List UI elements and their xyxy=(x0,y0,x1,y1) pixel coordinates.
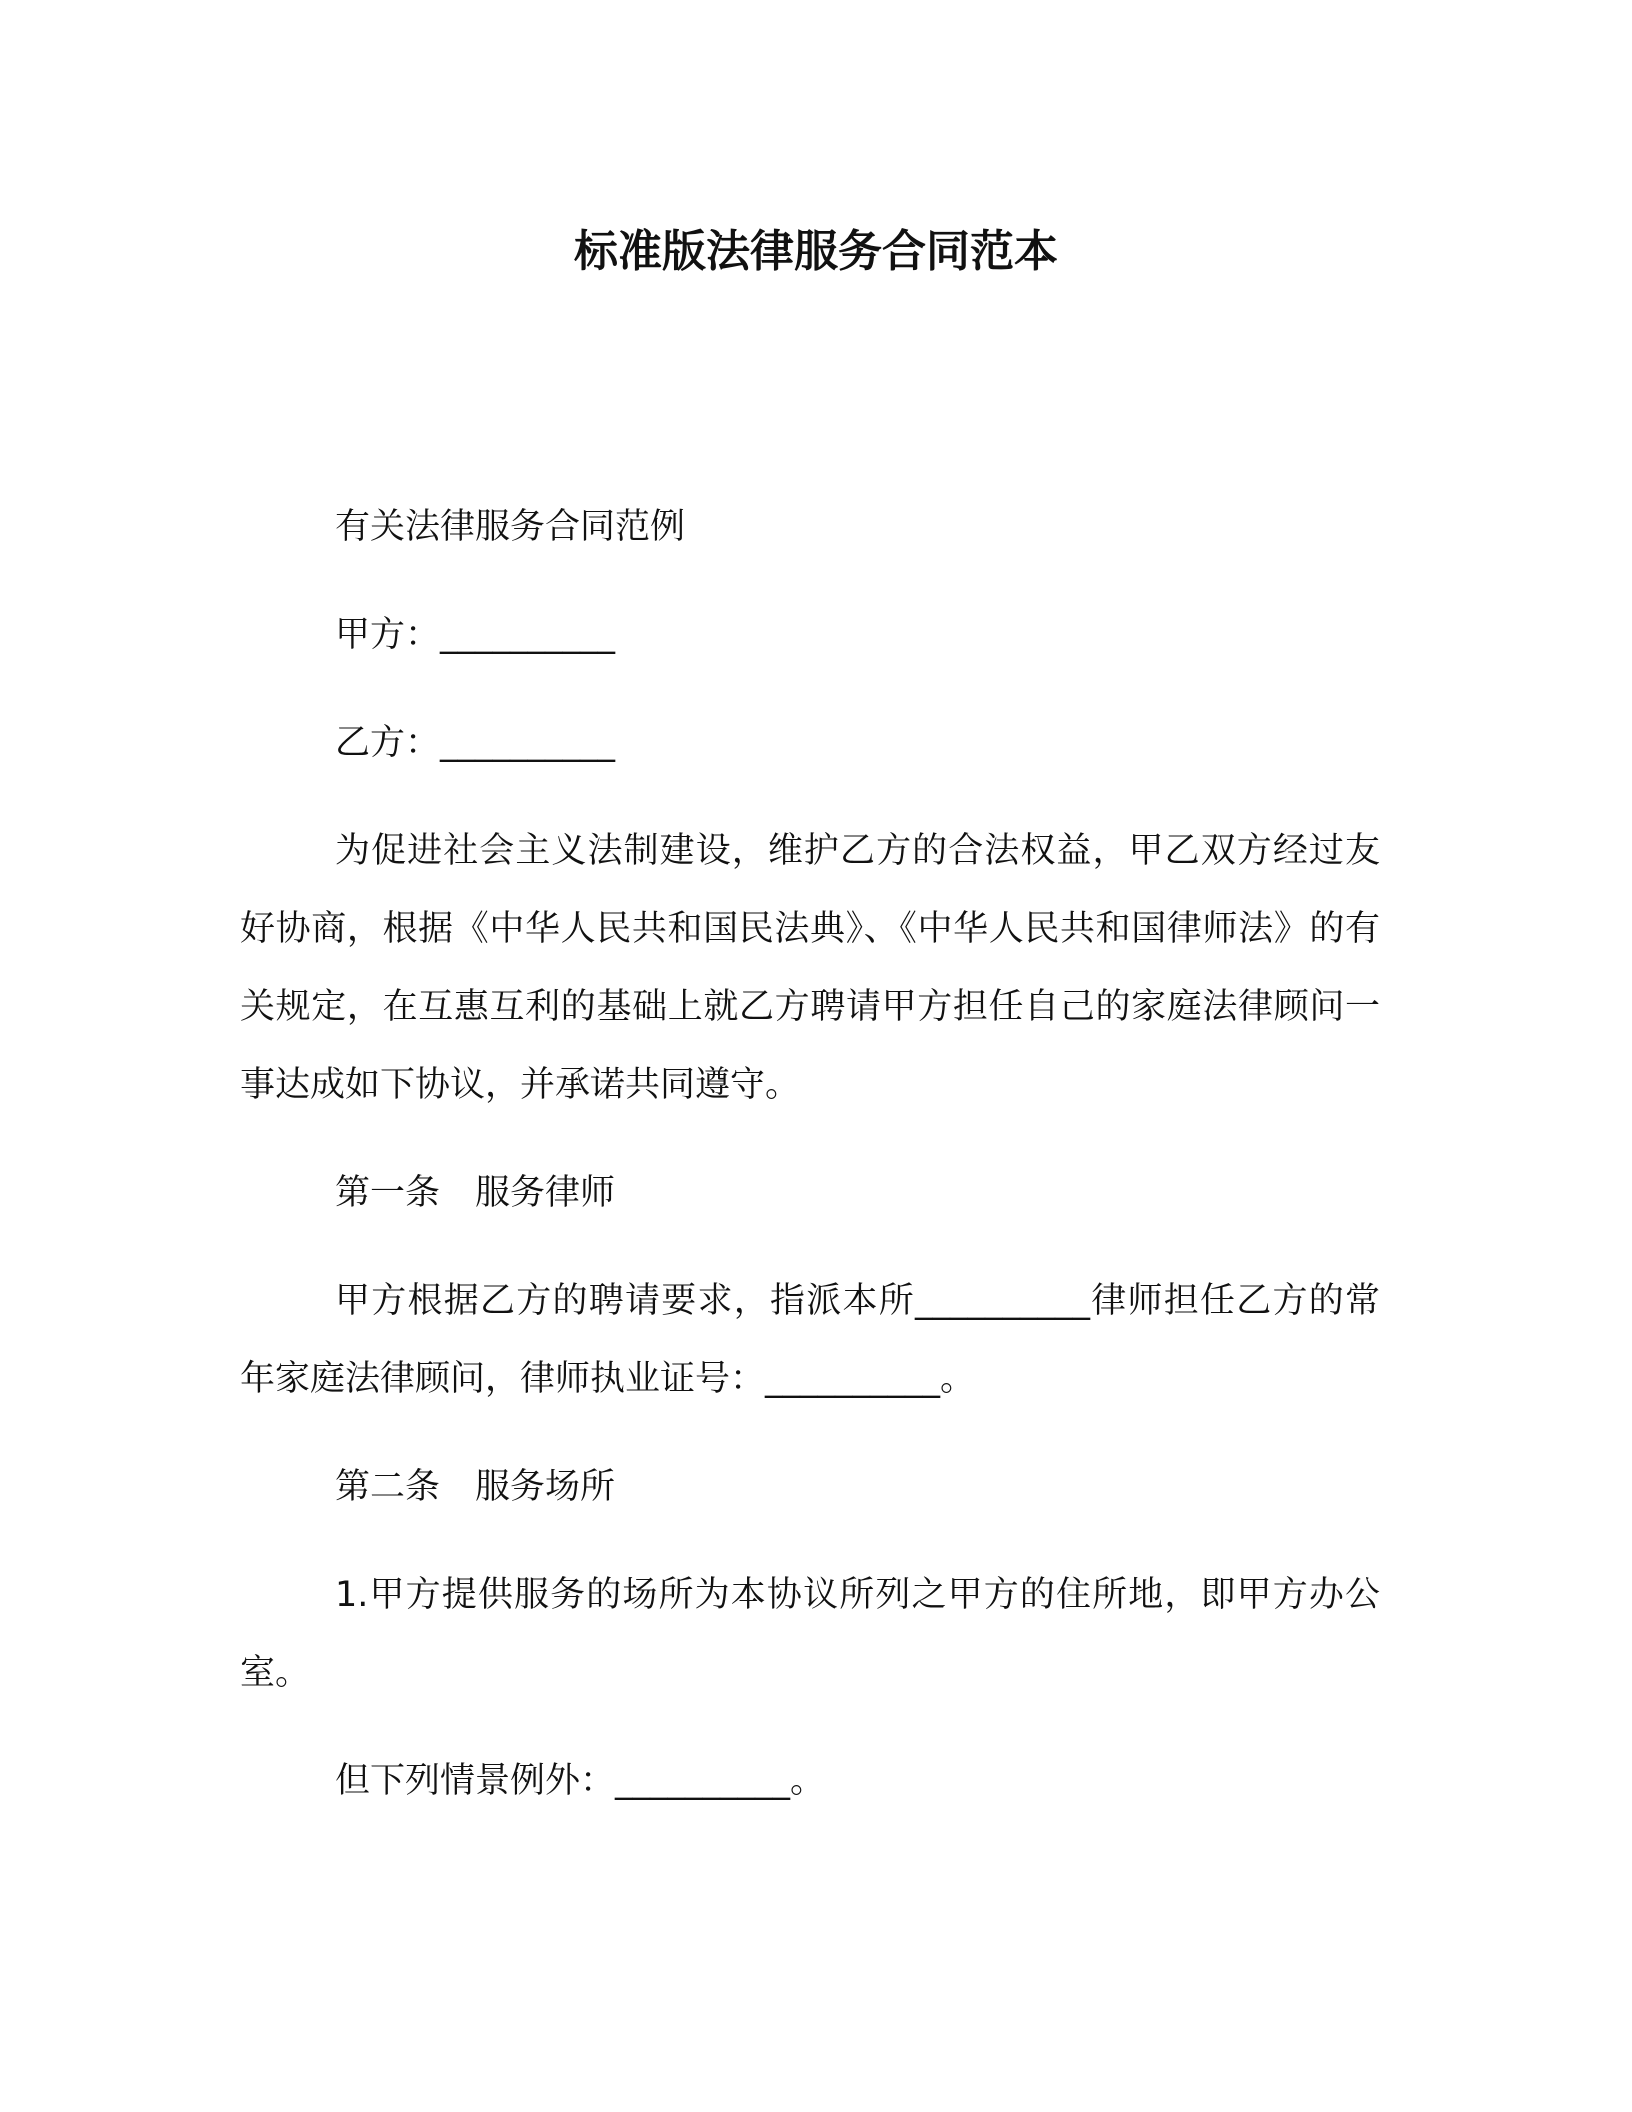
contract-example-heading: 有关法律服务合同范例 xyxy=(335,507,686,547)
article-1-paragraph: 甲方根据乙方的聘请要求，指派本所__________律师担任乙方的常年家庭法律顾问，律师执业证号：__________。 xyxy=(240,1281,1380,1399)
party-a-line: 甲方：__________ xyxy=(335,615,616,655)
document-body xyxy=(240,488,1380,1850)
article-2-clause-1: 1.甲方提供服务的场所为本协议所列之甲方的住所地，即甲方办公室。 xyxy=(240,1575,1380,1693)
party-b-line: 乙方：__________ xyxy=(335,723,616,763)
article-2-heading: 第二条 服务场所 xyxy=(335,1467,616,1507)
preamble-paragraph: 为促进社会主义法制建设，维护乙方的合法权益，甲乙双方经过友好协商，根据《中华人民共和国民法典》、《中华人民共和国律师法》的有关规定，在互惠互利的基础上就乙方聘请甲方担任自己的家庭法律顾问一事达成如下协议，并承诺共同遵守。 xyxy=(240,831,1380,1105)
exception-line: 但下列情景例外：__________。 xyxy=(335,1761,826,1801)
document-title: 标准版法律服务合同范本 xyxy=(574,226,1058,277)
article-1-heading: 第一条 服务律师 xyxy=(335,1173,616,1213)
